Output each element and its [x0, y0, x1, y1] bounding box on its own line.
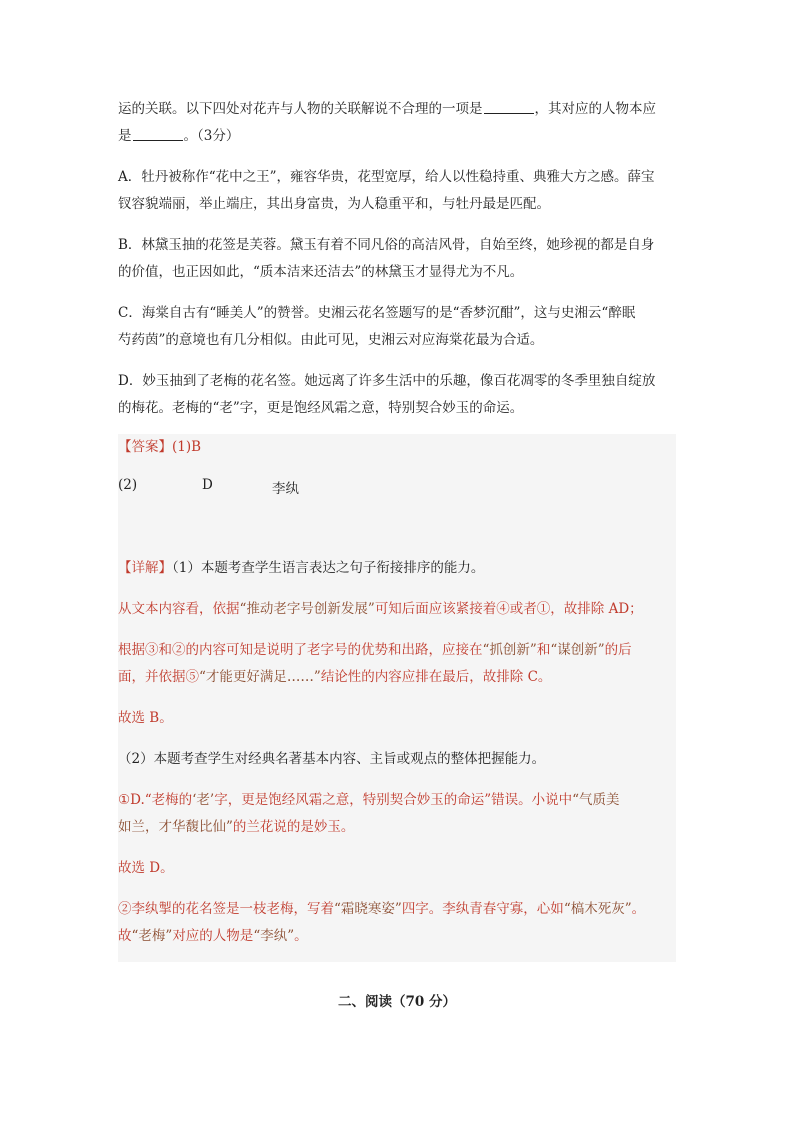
question-page [118, 96, 676, 962]
answer-part-1: (1)B [172, 439, 202, 455]
detail-quote: “抓创新” [482, 642, 537, 658]
detail-quote: “气质美 [572, 792, 620, 808]
intro-points: 。（3分） [183, 128, 240, 144]
detail-quote: “霜晓寒姿” [334, 901, 402, 917]
option-c-line-2: 芍药茵”的意境也有几分相似。由此可见，史湘云对应海棠花最为合适。 [118, 332, 544, 348]
answer-part-2-number: (2) [118, 477, 138, 493]
option-a-line-1: A．牡丹被称作“花中之王”，雍容华贵，花型宽厚，给人以性稳持重、典雅大方之感。薛宝 [118, 169, 655, 185]
detail-text: 根据③和②的内容可知是说明了老字号的优势和出路，应接在 [118, 642, 483, 658]
answer-blank-2 [133, 126, 183, 141]
option-d-line-2: 的梅花。老梅的“老”字，更是饱经风霜之意，特别契合妙玉的命运。 [118, 400, 524, 416]
detail-paragraph-7-line-2 [118, 923, 676, 950]
detail-text: 结论性的内容应排在最后，故排除 C。 [320, 669, 552, 685]
detail-label: 【详解】 [118, 560, 172, 576]
answer-box [118, 434, 676, 962]
detail-paragraph-2-line-1 [118, 637, 676, 664]
detail-quote: “推动老字号创新发展” [239, 601, 375, 617]
answer-label: 【答案】 [118, 439, 172, 455]
detail-text: ①D.“老梅的 [118, 792, 193, 808]
question-intro-line-2 [118, 123, 676, 150]
detail-quote: ‘老’ [192, 792, 215, 808]
detail-heading [118, 555, 676, 582]
detail-quote: “才能更好满足……” [199, 669, 321, 685]
option-b-line-1: B．林黛玉抽的花签是芙蓉。黛玉有着不同凡俗的高洁风骨，自始至终，她珍视的都是自身 [118, 237, 655, 253]
intro-text: 运的关联。以下四处对花卉与人物的关联解说不合理的一项是 [118, 101, 483, 117]
section-title: 二、阅读（70 分） [338, 994, 456, 1010]
detail-quote: “谋创新” [550, 642, 605, 658]
detail-paragraph-2-line-2 [118, 664, 676, 691]
detail-text: 四字。李纨青春守寡，心如 [401, 901, 564, 917]
answer-part-2-choice: D [202, 477, 213, 493]
detail-paragraph-6: 故选 D。 [118, 860, 174, 876]
answer-blank-1 [484, 99, 534, 114]
detail-text: 。 [294, 928, 308, 944]
detail-paragraph-4: （2）本题考查学生对经典名著基本内容、主旨或观点的整体把握能力。 [118, 751, 546, 767]
option-d-line-1: D．妙玉抽到了老梅的花名签。她远离了许多生活中的乐趣，像百花凋零的冬季里独自绽放 [118, 373, 656, 389]
detail-quote: “李纨” [253, 928, 295, 944]
detail-text: 对应的人物是 [172, 928, 254, 944]
detail-heading-text: （1）本题考查学生语言表达之句子衔接排序的能力。 [172, 560, 485, 576]
detail-paragraph-7-line-1 [118, 896, 676, 923]
option-b-line-2: 的价值，也正因如此，“质本洁来还洁去”的林黛玉才显得尤为不凡。 [118, 264, 524, 280]
detail-text: 的兰花说的是妙玉。 [232, 819, 355, 835]
detail-text: 的后 [604, 642, 632, 658]
intro-text-2: ，其对应的人物本应 [534, 101, 656, 117]
detail-text: 故 [118, 928, 132, 944]
detail-text: 可知后面应该紧接着④或者①，故排除 AD； [374, 601, 643, 617]
detail-paragraph-5-line-1 [118, 787, 676, 814]
option-a-line-2: 钗容貌端丽，举止端庄，其出身富贵，为人稳重平和，与牡丹最是匹配。 [118, 196, 550, 212]
detail-paragraph-3: 故选 B。 [118, 710, 173, 726]
detail-paragraph-5-line-2 [118, 814, 676, 841]
intro-text-3: 是 [118, 128, 132, 144]
detail-text: 。 [631, 901, 646, 917]
detail-text: 从文本内容看，依据 [118, 601, 240, 617]
question-intro-line-1 [118, 96, 676, 123]
option-c-line-1: C．海棠自古有“睡美人”的赞誉。史湘云花名签题写的是“香梦沉酣”，这与史湘云“醉眠 [118, 305, 636, 321]
detail-quote: “老梅” [131, 928, 173, 944]
detail-quote: 如兰，才华馥比仙” [118, 819, 233, 835]
answer-part-2-person: 李纨 [272, 481, 299, 497]
detail-text: 字，更是饱经风霜之意，特别契合妙玉的命运”错误。小说中 [214, 792, 573, 808]
detail-quote: “槁木死灰” [563, 901, 632, 917]
detail-paragraph-1 [118, 596, 676, 623]
detail-text: 面，并依据⑤ [118, 669, 199, 685]
answer-line [118, 434, 676, 461]
detail-text: ②李纨掣的花名签是一枝老梅，写着 [118, 901, 334, 917]
answer-part-2 [118, 477, 676, 497]
detail-text: 和 [536, 642, 551, 658]
